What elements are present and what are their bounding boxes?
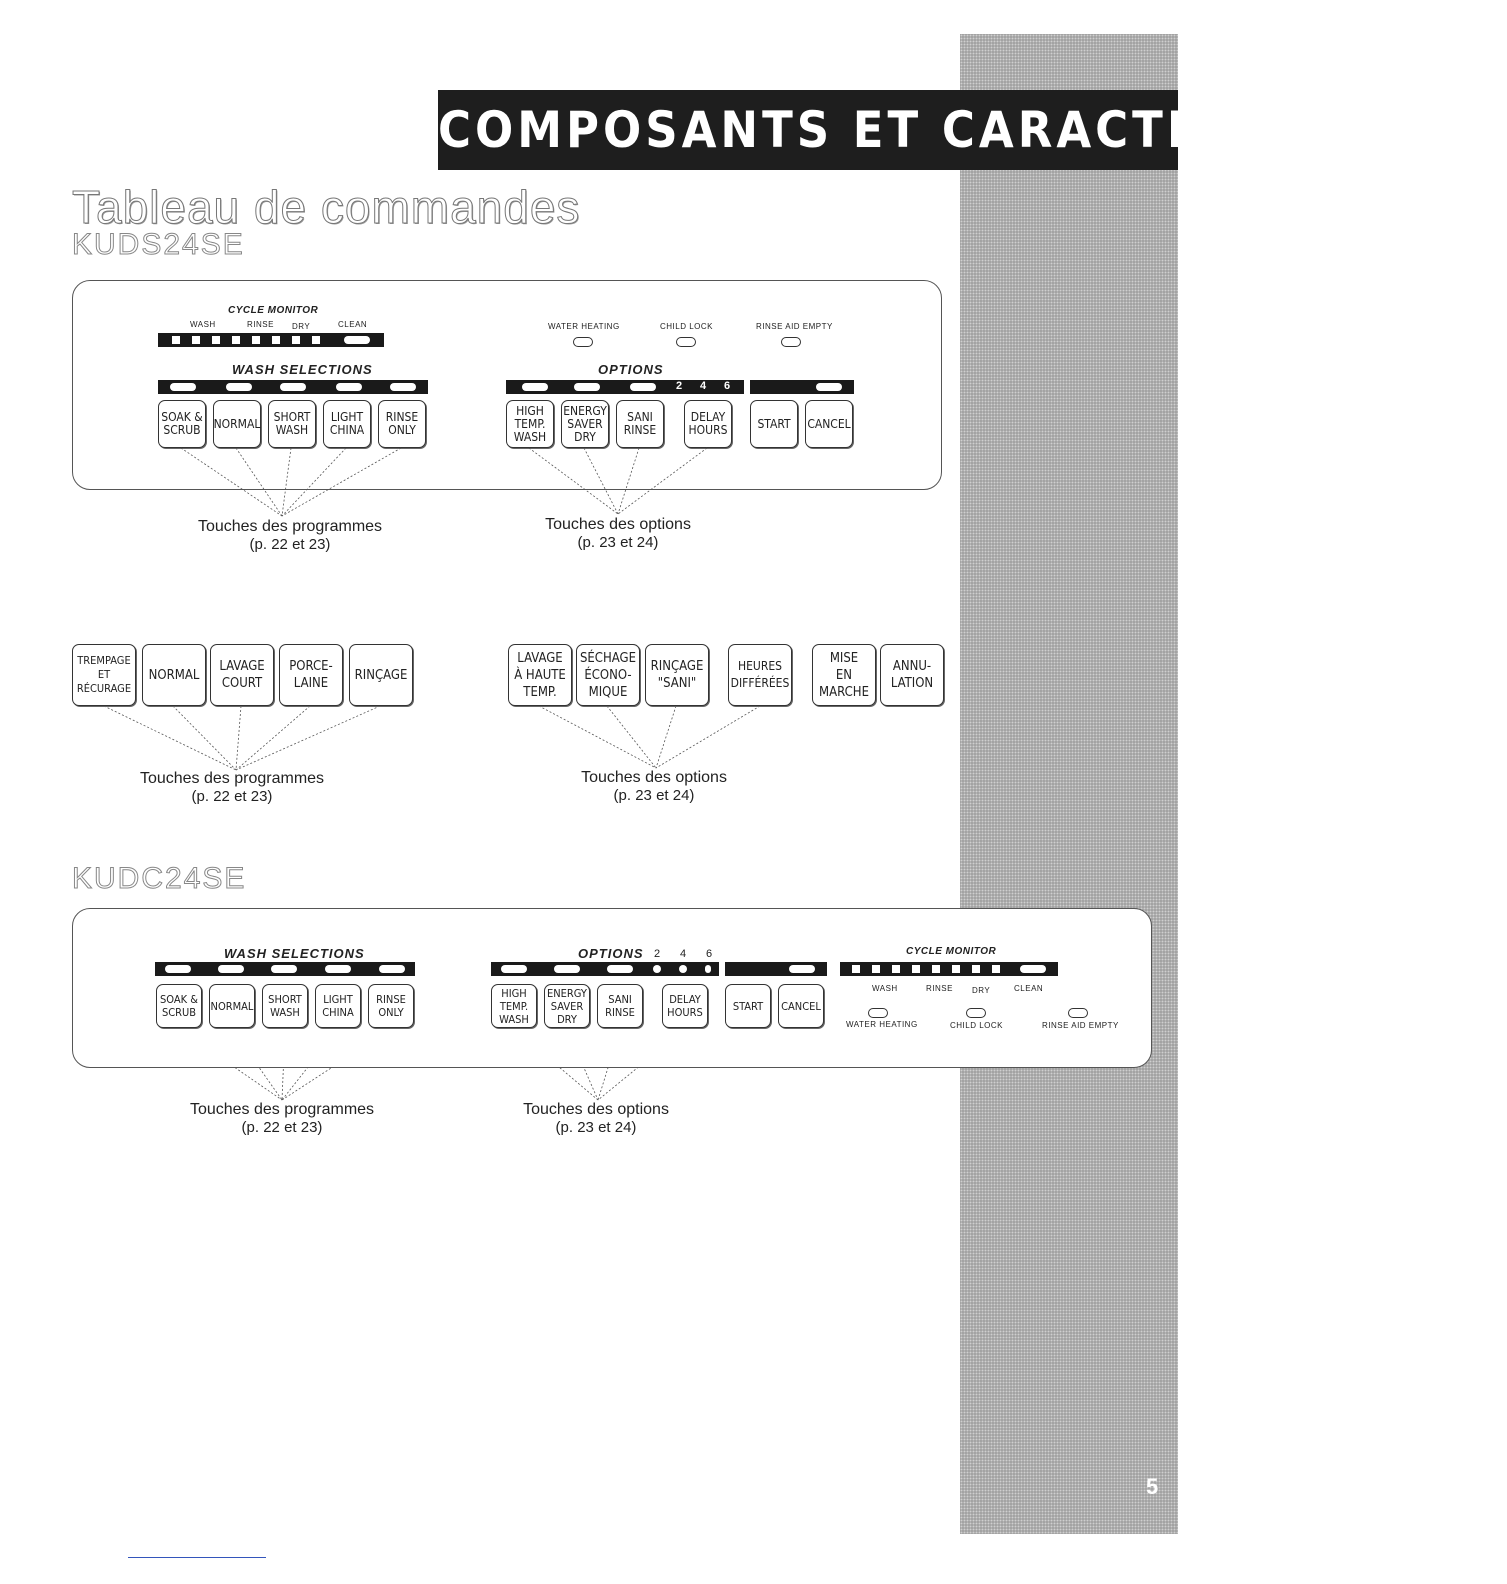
rinse-only-button[interactable]: RINSE ONLY — [378, 400, 426, 448]
section-banner: COMPOSANTS ET CARACTÉRISTIQUES — [438, 90, 1178, 170]
delay-hours-button-2[interactable]: DELAY HOURS — [662, 984, 708, 1028]
delay-number-6: 6 — [724, 380, 731, 392]
annulation-button[interactable]: ANNU- LATION — [880, 644, 944, 706]
rincage-button[interactable]: RINÇAGE — [349, 644, 413, 706]
water-heating-label: WATER HEATING — [548, 322, 620, 331]
footer-rule — [128, 1557, 266, 1558]
page-number: 5 — [1146, 1474, 1159, 1499]
rincage-sani-button[interactable]: RINÇAGE "SANI" — [645, 644, 709, 706]
water-heating-label-2: WATER HEATING — [846, 1020, 918, 1029]
water-heating-light-2 — [868, 1008, 888, 1018]
rinse-aid-empty-label-2: RINSE AID EMPTY — [1042, 1021, 1119, 1030]
cancel-button-2[interactable]: CANCEL — [778, 984, 824, 1028]
child-lock-light-2 — [966, 1008, 986, 1018]
start-indicator-bar-2 — [725, 962, 827, 976]
caption-options-2: Touches des options (p. 23 et 24) — [523, 1101, 669, 1136]
cycle-stage-clean-2: CLEAN — [1014, 984, 1044, 993]
child-lock-label-2: CHILD LOCK — [950, 1021, 1004, 1030]
options-bar-2 — [491, 962, 719, 976]
sani-rinse-button-2[interactable]: SANI RINSE — [597, 984, 643, 1028]
light-china-button[interactable]: LIGHT CHINA — [323, 400, 371, 448]
cycle-stage-rinse: RINSE — [247, 320, 274, 329]
normal-button[interactable]: NORMAL — [213, 400, 261, 448]
start-button-2[interactable]: START — [725, 984, 771, 1028]
cycle-stage-rinse-2: RINSE — [926, 984, 953, 993]
delay-number-2: 2 — [676, 380, 683, 392]
delay-number-2-b: 2 — [654, 948, 661, 960]
delay-number-4: 4 — [700, 380, 707, 392]
trempage-recurage-button[interactable]: TREMPAGE ET RÉCURAGE — [72, 644, 136, 706]
options-label: OPTIONS — [598, 362, 664, 377]
lavage-court-button[interactable]: LAVAGE COURT — [210, 644, 274, 706]
heures-differees-button[interactable]: HEURES DIFFÉRÉES — [728, 644, 792, 706]
caption-programs-2: Touches des programmes (p. 22 et 23) — [189, 1101, 375, 1136]
delay-number-6-b: 6 — [706, 948, 713, 960]
energy-saver-dry-button[interactable]: ENERGY SAVER DRY — [561, 400, 609, 448]
rinse-aid-empty-light-2 — [1068, 1008, 1088, 1018]
cycle-stage-wash-2: WASH — [872, 984, 898, 993]
caption-options-1: Touches des options (p. 23 et 24) — [545, 516, 691, 551]
short-wash-button-2[interactable]: SHORT WASH — [262, 984, 308, 1028]
cycle-stage-dry: DRY — [292, 322, 311, 331]
options-label-2: OPTIONS — [578, 946, 644, 961]
wash-selections-label-2: WASH SELECTIONS — [224, 946, 365, 961]
page-title: Tableau de commandes — [72, 181, 581, 233]
energy-saver-dry-button-2[interactable]: ENERGY SAVER DRY — [544, 984, 590, 1028]
child-lock-label: CHILD LOCK — [660, 322, 714, 331]
porcelaine-button[interactable]: PORCE- LAINE — [279, 644, 343, 706]
normal-fr-button[interactable]: NORMAL — [142, 644, 206, 706]
rinse-only-button-2[interactable]: RINSE ONLY — [368, 984, 414, 1028]
model-name-kuds24se: KUDS24SE — [72, 228, 245, 261]
rinse-aid-empty-label: RINSE AID EMPTY — [756, 322, 833, 331]
cycle-stage-dry-2: DRY — [972, 986, 991, 995]
wash-selections-bar-2 — [155, 962, 415, 976]
model-name-kudc24se: KUDC24SE — [72, 862, 247, 895]
high-temp-wash-button[interactable]: HIGH TEMP. WASH — [506, 400, 554, 448]
delay-hours-button[interactable]: DELAY HOURS — [684, 400, 732, 448]
caption-programs-fr: Touches des programmes (p. 22 et 23) — [139, 770, 325, 805]
sani-rinse-button[interactable]: SANI RINSE — [616, 400, 664, 448]
mise-en-marche-button[interactable]: MISE EN MARCHE — [812, 644, 876, 706]
soak-scrub-button[interactable]: SOAK & SCRUB — [158, 400, 206, 448]
normal-button-2[interactable]: NORMAL — [209, 984, 255, 1028]
cycle-stage-wash: WASH — [190, 320, 216, 329]
cycle-stage-clean: CLEAN — [338, 320, 368, 329]
caption-programs-1: Touches des programmes (p. 22 et 23) — [197, 518, 383, 553]
short-wash-button[interactable]: SHORT WASH — [268, 400, 316, 448]
high-temp-wash-button-2[interactable]: HIGH TEMP. WASH — [491, 984, 537, 1028]
cycle-monitor-label: CYCLE MONITOR — [228, 305, 319, 316]
cancel-button[interactable]: CANCEL — [805, 400, 853, 448]
soak-scrub-button-2[interactable]: SOAK & SCRUB — [156, 984, 202, 1028]
cycle-monitor-label-2: CYCLE MONITOR — [906, 946, 997, 957]
delay-number-4-b: 4 — [680, 948, 687, 960]
lavage-haute-temp-button[interactable]: LAVAGE À HAUTE TEMP. — [508, 644, 572, 706]
start-button[interactable]: START — [750, 400, 798, 448]
caption-options-fr: Touches des options (p. 23 et 24) — [581, 769, 727, 804]
light-china-button-2[interactable]: LIGHT CHINA — [315, 984, 361, 1028]
wash-selections-label: WASH SELECTIONS — [232, 362, 373, 377]
cycle-monitor-bar-2 — [840, 962, 1058, 976]
sechage-economique-button[interactable]: SÉCHAGE ÉCONO- MIQUE — [576, 644, 640, 706]
